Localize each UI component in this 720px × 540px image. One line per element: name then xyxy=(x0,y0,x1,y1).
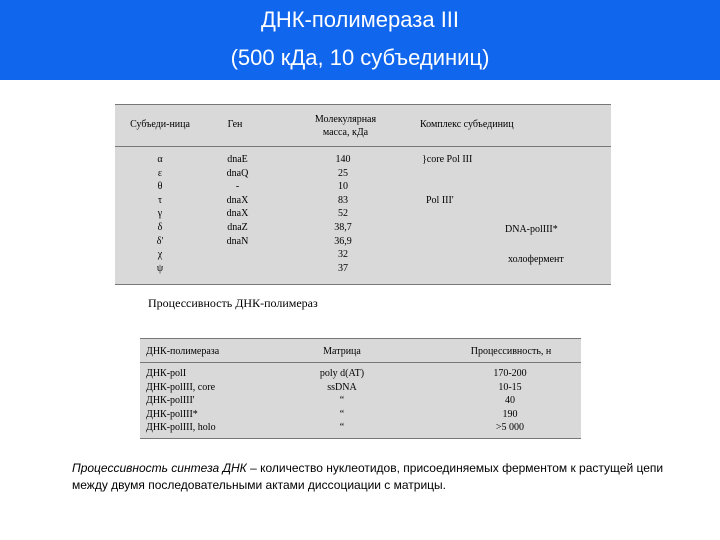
subunit-cell: α xyxy=(157,154,163,165)
mass-cell: 38,7 xyxy=(334,221,352,233)
matrix-column xyxy=(302,367,382,435)
matrix-cell: poly d(AT) xyxy=(319,368,365,379)
mass-cell: 83 xyxy=(338,194,348,206)
complex-holoenzyme: холофермент xyxy=(508,254,564,265)
matrix-cell: “ xyxy=(339,395,345,406)
complex-core: }core Pol III xyxy=(422,154,473,165)
mass-cell: 37 xyxy=(338,262,348,274)
matrix-header: Матрица xyxy=(323,346,361,357)
gene-header: Ген xyxy=(227,119,243,130)
matrix-cell: “ xyxy=(339,408,345,420)
processivity-cell: 40 xyxy=(505,395,515,406)
mass-header-line1: Молекулярная xyxy=(314,114,377,125)
gene-column xyxy=(215,153,260,248)
header-divider xyxy=(140,362,581,363)
matrix-cell: “ xyxy=(339,422,345,433)
processivity-definition xyxy=(72,460,672,494)
gene-cell: dnaX xyxy=(226,194,249,206)
mass-cell: 32 xyxy=(338,249,348,261)
slide-title-line1: ДНК-полимераза III xyxy=(260,7,460,32)
definition-text: – количество нуклеотидов, присоединяемых ферментом к растущей цепи между двумя последовательными актами диссоциации с матрицы. xyxy=(72,461,664,492)
polymerase-header: ДНК-полимераза xyxy=(146,346,220,357)
polymerase-cell: ДНК-polIII* xyxy=(146,408,198,420)
gene-cell: dnaX xyxy=(226,208,249,220)
mass-cell: 36,9 xyxy=(334,235,352,247)
processivity-cell: 170-200 xyxy=(493,368,527,379)
subunit-column xyxy=(145,153,175,275)
processivity-column xyxy=(470,367,550,435)
mass-cell: 25 xyxy=(338,167,348,179)
gene-cell: dnaQ xyxy=(226,167,249,179)
slide-title-line2: (500 кДа, 10 субъединиц) xyxy=(230,45,490,70)
polymerase-column xyxy=(146,367,216,435)
subunit-cell: δ xyxy=(157,221,163,233)
polymerase-cell: ДНК-polIII, core xyxy=(146,381,216,393)
subunit-cell: γ xyxy=(157,208,163,220)
processivity-title: Процессивность ДНК-полимераз xyxy=(148,296,318,310)
subunit-cell: χ xyxy=(157,249,163,261)
mass-cell: 10 xyxy=(338,181,348,193)
subunit-header: Субъеди-ница xyxy=(130,119,190,130)
subunit-table xyxy=(115,104,611,285)
complex-pol3-prime: Pol III' xyxy=(426,195,454,206)
gene-cell: dnaE xyxy=(227,154,248,165)
subunit-cell: ε xyxy=(157,167,163,179)
gene-cell: - xyxy=(235,181,240,193)
header-divider xyxy=(115,146,611,147)
complex-header: Комплекс субъединиц xyxy=(420,119,514,130)
polymerase-cell: ДНК-polIII, holo xyxy=(146,422,216,433)
subunit-cell: θ xyxy=(157,181,163,193)
gene-cell: dnaN xyxy=(226,235,249,247)
subunit-cell: δ' xyxy=(156,235,164,247)
mass-header-line2: масса, кДа xyxy=(322,127,369,138)
gene-cell: dnaZ xyxy=(227,221,248,233)
mass-cell: 140 xyxy=(335,154,351,165)
matrix-cell: ssDNA xyxy=(327,381,357,393)
subunit-cell: ψ xyxy=(156,262,164,274)
processivity-cell: 190 xyxy=(502,408,518,420)
processivity-cell: >5 000 xyxy=(495,422,525,433)
processivity-header: Процессивность, н xyxy=(470,346,552,357)
subunit-cell: τ xyxy=(157,194,163,206)
mass-cell: 52 xyxy=(338,208,348,220)
complex-dna-pol3-star: DNA-polIII* xyxy=(505,224,558,235)
definition-term: Процессивность синтеза ДНК xyxy=(72,461,247,475)
processivity-table xyxy=(140,338,581,439)
polymerase-cell: ДНК-polI xyxy=(146,368,187,379)
processivity-cell: 10-15 xyxy=(498,381,522,393)
polymerase-cell: ДНК-polIII' xyxy=(146,395,195,406)
slide-header xyxy=(0,0,720,80)
mass-column xyxy=(323,153,363,275)
